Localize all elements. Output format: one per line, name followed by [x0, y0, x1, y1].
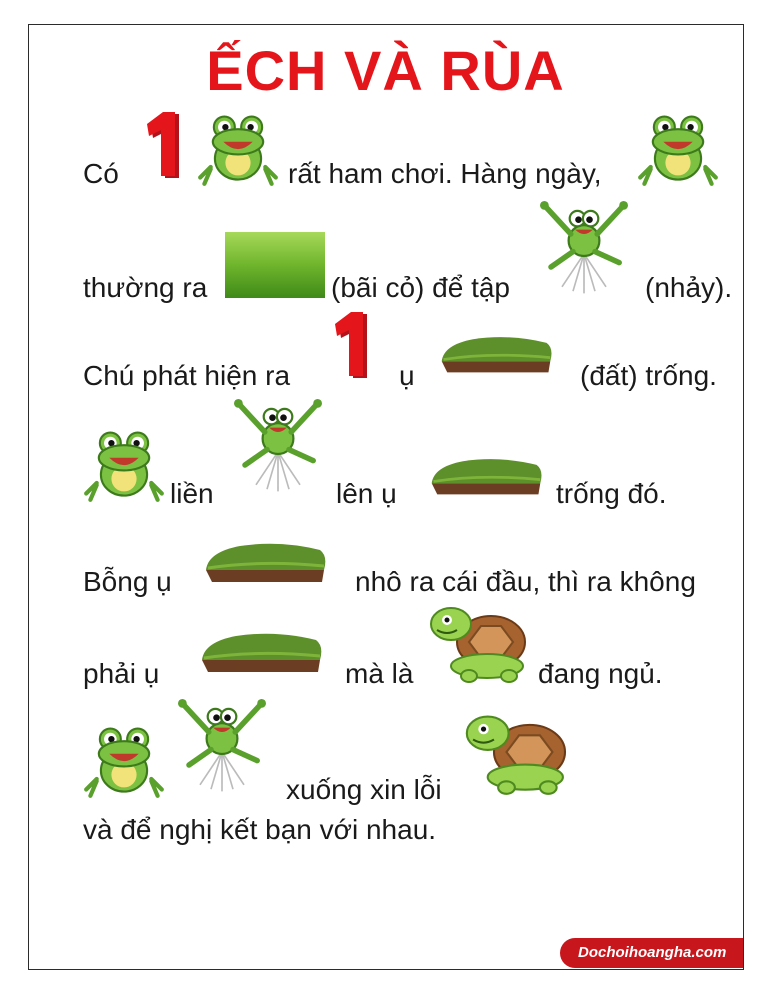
- dirt-mound-icon: [200, 536, 330, 586]
- text-line-4a: liền: [170, 478, 214, 509]
- text-line-2b: (bãi cỏ) để tập: [331, 272, 510, 303]
- text-line-1a: Có: [83, 158, 119, 189]
- brand-watermark: Dochoihoangha.com: [578, 944, 727, 961]
- text-line-8a: và để nghị kết bạn với nhau.: [83, 814, 437, 845]
- text-line-2a: thường ra: [83, 272, 208, 303]
- text-line-3a: Chú phát hiện ra: [83, 360, 291, 391]
- number-one-icon: [142, 112, 184, 182]
- jumping-frog-icon: [528, 190, 640, 300]
- turtle-icon: [460, 704, 576, 798]
- turtle-icon: [424, 596, 536, 686]
- text-line-6a: phải ụ: [83, 658, 160, 689]
- text-line-4b: lên ụ: [336, 478, 397, 509]
- text-line-5a: Bỗng ụ: [83, 566, 172, 597]
- text-line-7a: xuống xin lỗi: [286, 774, 442, 805]
- frog-icon: [82, 420, 166, 504]
- dirt-mound-icon: [196, 626, 326, 676]
- number-one-icon: [330, 312, 372, 382]
- text-line-3c: (đất) trống.: [580, 360, 717, 391]
- dirt-mound-icon: [436, 330, 556, 376]
- jumping-frog-icon: [166, 688, 278, 798]
- text-line-6b: mà là: [345, 658, 414, 689]
- text-line-5b: nhô ra cái đầu, thì ra không: [355, 566, 696, 597]
- text-line-6c: đang ngủ.: [538, 658, 663, 689]
- jumping-frog-icon: [222, 388, 334, 498]
- dirt-mound-icon: [426, 452, 546, 498]
- frog-icon: [196, 104, 280, 188]
- text-line-3b: ụ: [399, 360, 415, 391]
- text-line-1b: rất ham chơi. Hàng ngày,: [288, 158, 602, 189]
- frog-icon: [82, 716, 166, 800]
- text-line-4c: trống đó.: [556, 478, 667, 509]
- text-line-2c: (nhảy).: [645, 272, 733, 303]
- frog-icon: [636, 104, 720, 188]
- page-title: ẾCH VÀ RÙA: [206, 39, 565, 102]
- grass-icon: [225, 232, 325, 298]
